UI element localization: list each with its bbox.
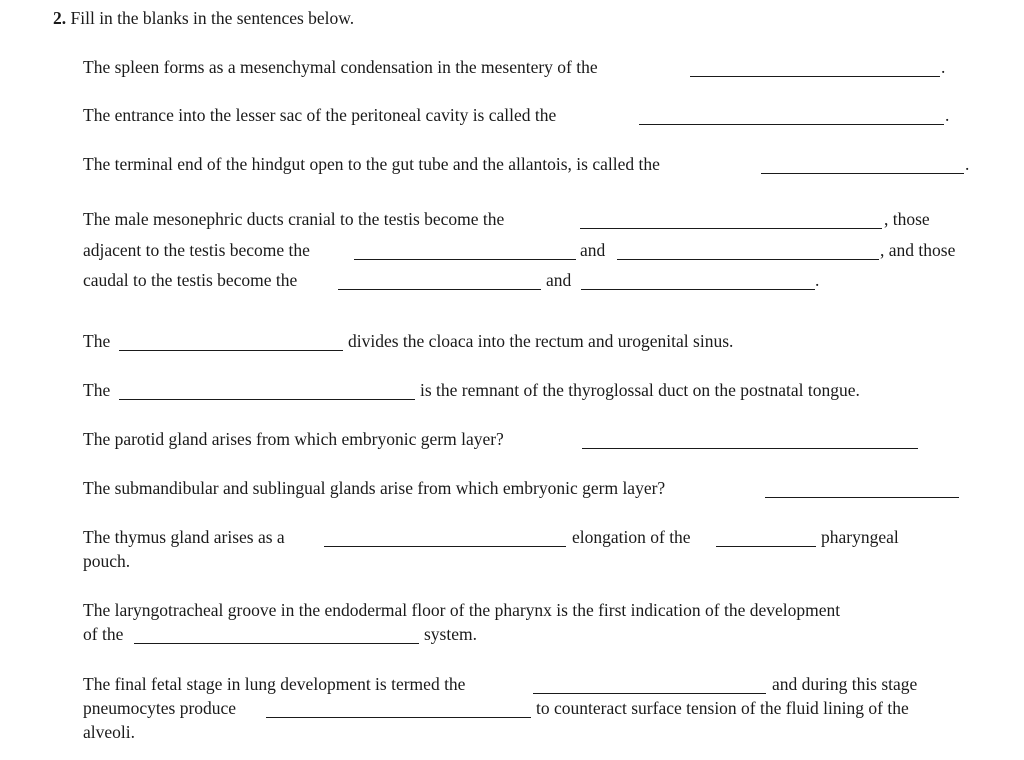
- sentence-thyroglossal: is the remnant of the thyroglossal duct on the postnatal tongue.: [420, 380, 860, 400]
- sentence-and: and: [546, 270, 572, 290]
- question-number: 2.: [53, 8, 67, 28]
- sentence-laryngotracheal-3: system.: [424, 624, 477, 644]
- sentence-and-those: , and those: [880, 240, 956, 260]
- blank-lung-stage[interactable]: [533, 693, 766, 694]
- sentence-mesonephric-those: , those: [884, 209, 930, 229]
- sentence-mesonephric-3: caudal to the testis become the: [83, 270, 298, 290]
- sentence-the: The: [83, 331, 111, 351]
- sentence-lung-2: and during this stage: [772, 674, 918, 694]
- sentence-laryngotracheal-2: of the: [83, 624, 124, 644]
- blank-surfactant[interactable]: [266, 717, 531, 718]
- sentence-submandibular: The submandibular and sublingual glands arise from which embryonic germ layer?: [83, 478, 666, 498]
- sentence-thymus-3: pharyngeal: [821, 527, 899, 547]
- sentence-thymus-2: elongation of the: [572, 527, 691, 547]
- sentence-lung-4: to counteract surface tension of the fluid lining of the: [536, 698, 909, 718]
- sentence-thymus-4: pouch.: [83, 551, 131, 571]
- blank-parotid-germ-layer[interactable]: [582, 448, 918, 449]
- period: .: [965, 154, 970, 174]
- sentence-lung-3: pneumocytes produce: [83, 698, 237, 718]
- sentence-laryngotracheal-1: The laryngotracheal groove in the endodermal floor of the pharynx is the first indication of the development: [83, 600, 841, 620]
- blank-foramen-cecum[interactable]: [119, 399, 415, 400]
- blank-submandibular-germ-layer[interactable]: [765, 497, 959, 498]
- sentence-thymus-1: The thymus gland arises as a: [83, 527, 285, 547]
- blank-thymus-direction[interactable]: [324, 546, 566, 547]
- sentence-lung-1: The final fetal stage in lung development is termed the: [83, 674, 466, 694]
- question-header: [53, 10, 354, 28]
- blank-mesonephric-adjacent-2[interactable]: [617, 259, 879, 260]
- sentence-spleen: The spleen forms as a mesenchymal condensation in the mesentery of the: [83, 57, 598, 77]
- sentence-the: The: [83, 380, 111, 400]
- sentence-lung-5: alveoli.: [83, 722, 135, 742]
- sentence-cloaca: divides the cloaca into the rectum and urogenital sinus.: [348, 331, 734, 351]
- sentence-and: and: [580, 240, 606, 260]
- period: .: [815, 270, 820, 290]
- blank-thymus-pouch-number[interactable]: [716, 546, 816, 547]
- blank-spleen[interactable]: [690, 76, 940, 77]
- blank-cloaca[interactable]: [761, 173, 964, 174]
- blank-lesser-sac[interactable]: [639, 124, 944, 125]
- sentence-lesser-sac: The entrance into the lesser sac of the peritoneal cavity is called the: [83, 105, 557, 125]
- blank-mesonephric-adjacent-1[interactable]: [354, 259, 576, 260]
- blank-respiratory-system[interactable]: [134, 643, 419, 644]
- blank-urorectal-septum[interactable]: [119, 350, 343, 351]
- sentence-mesonephric-1: The male mesonephric ducts cranial to the testis become the: [83, 209, 505, 229]
- sentence-mesonephric-2: adjacent to the testis become the: [83, 240, 310, 260]
- blank-mesonephric-caudal-1[interactable]: [338, 289, 541, 290]
- period: .: [945, 105, 950, 125]
- sentence-parotid: The parotid gland arises from which embryonic germ layer?: [83, 429, 504, 449]
- question-instruction: Fill in the blanks in the sentences below.: [70, 8, 355, 28]
- blank-mesonephric-caudal-2[interactable]: [581, 289, 815, 290]
- sentence-hindgut: The terminal end of the hindgut open to the gut tube and the allantois, is called the: [83, 154, 660, 174]
- blank-mesonephric-cranial[interactable]: [580, 228, 882, 229]
- period: .: [941, 57, 946, 77]
